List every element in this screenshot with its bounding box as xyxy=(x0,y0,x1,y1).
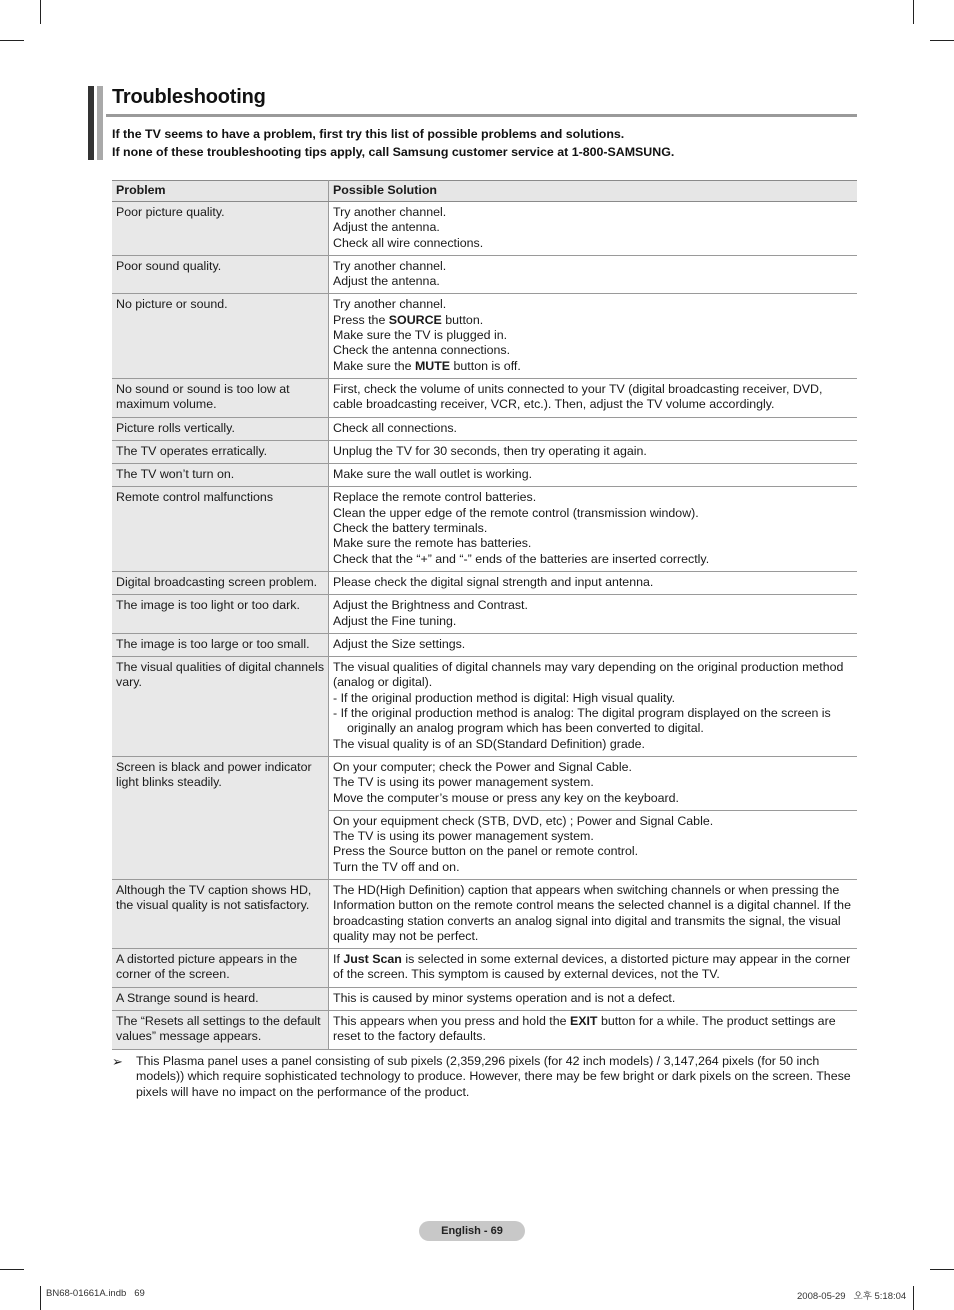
problem-cell: Picture rolls vertically. xyxy=(112,417,329,440)
solution-line: The visual qualities of digital channels may vary depending on the original production method (analog or digital). xyxy=(333,660,844,690)
table-row xyxy=(112,378,857,417)
header-solution: Possible Solution xyxy=(329,181,858,202)
solution-line: Adjust the antenna. xyxy=(333,220,440,235)
troubleshooting-table xyxy=(112,180,857,1050)
crop-mark xyxy=(930,1269,954,1270)
solution-line: First, check the volume of units connected to your TV (digital broadcasting receiver, DVD, cable broadcasting receiver, VCR, etc.). Then, adjust the TV volume accordingly. xyxy=(333,381,823,412)
solution-text: button for a while. The product settings are reset to the factory defaults. xyxy=(333,1014,836,1044)
solution-line: Make sure the wall outlet is working. xyxy=(333,467,533,482)
solution-line xyxy=(333,359,853,374)
solution-cell xyxy=(329,756,858,810)
solution-line xyxy=(333,1014,853,1045)
solution-line: Try another channel. xyxy=(333,297,447,312)
intro-line: If none of these troubleshooting tips apply, call Samsung customer service at 1-800-SAMSUNG. xyxy=(112,144,675,159)
problem-cell: The image is too large or too small. xyxy=(112,633,329,656)
solution-text: button is off. xyxy=(450,358,521,373)
button-name: Just Scan xyxy=(343,952,402,967)
solution-line: On your equipment check (STB, DVD, etc) ; Power and Signal Cable. xyxy=(333,813,714,828)
solution-cell xyxy=(329,464,858,487)
solution-line: Clean the upper edge of the remote control (transmission window). xyxy=(333,505,699,520)
crop-mark xyxy=(913,0,914,24)
solution-cell xyxy=(329,949,858,988)
problem-cell: A distorted picture appears in the corner of the screen. xyxy=(112,949,329,988)
crop-mark xyxy=(40,1286,41,1310)
problem-cell: The visual qualities of digital channels vary. xyxy=(112,657,329,757)
table-header-row xyxy=(112,181,857,202)
solution-cell xyxy=(329,417,858,440)
solution-line xyxy=(333,313,853,328)
arrow-right-icon: ➢ xyxy=(112,1054,123,1069)
note-text: This Plasma panel uses a panel consisting of sub pixels (2,359,296 pixels (for 42 inch models) / 3,147,264 pixels (for 50 inch models)) which require sophisticated technology to produce. However, there may be few bright or dark pixels on the screen. These pixels will have no impact on the performance of the product. xyxy=(136,1054,851,1099)
solution-cell xyxy=(329,571,858,594)
solution-line: Check the antenna connections. xyxy=(333,343,511,358)
table-row xyxy=(112,756,857,810)
crop-mark xyxy=(913,1286,914,1310)
solution-line: The TV is using its power management system. xyxy=(333,829,594,844)
button-name: SOURCE xyxy=(388,312,442,327)
solution-line: Check the battery terminals. xyxy=(333,521,488,536)
solution-cell xyxy=(329,378,858,417)
solution-cell xyxy=(329,879,858,948)
solution-cell xyxy=(329,595,858,634)
problem-cell: The TV operates erratically. xyxy=(112,440,329,463)
table-row xyxy=(112,202,857,256)
table-row xyxy=(112,987,857,1010)
solution-text: If xyxy=(333,952,344,967)
solution-cell xyxy=(329,487,858,571)
solution-line xyxy=(333,952,853,983)
title-block xyxy=(88,86,857,160)
table-row xyxy=(112,571,857,594)
intro-line: If the TV seems to have a problem, first try this list of possible problems and solutions. xyxy=(112,127,625,141)
table-row xyxy=(112,879,857,948)
table-row xyxy=(112,1011,857,1050)
solution-line: Replace the remote control batteries. xyxy=(333,490,537,505)
solution-cell xyxy=(329,255,858,294)
solution-text: is selected in some external devices, a distorted picture may appear in the corner of the screen. This symptom is caused by external devices, not the TV. xyxy=(333,952,851,982)
problem-cell: Poor sound quality. xyxy=(112,255,329,294)
table-row xyxy=(112,294,857,378)
solution-line: The TV is using its power management system. xyxy=(333,775,594,790)
solution-line: Adjust the Brightness and Contrast. xyxy=(333,598,528,613)
solution-cell xyxy=(329,294,858,378)
problem-cell: Remote control malfunctions xyxy=(112,487,329,571)
solution-cell xyxy=(329,987,858,1010)
table-row xyxy=(112,633,857,656)
solution-text: This appears when you press and hold the xyxy=(333,1014,570,1029)
solution-cell xyxy=(329,202,858,256)
table-row xyxy=(112,949,857,988)
file-slug: BN68-01661A.indb 69 xyxy=(46,1288,145,1299)
solution-bullet: - If the original production method is analog: The digital program displayed on the screen is originally an analog program which has been converted to digital. xyxy=(333,706,831,736)
table-row xyxy=(112,255,857,294)
solution-line: Adjust the Size settings. xyxy=(333,636,466,651)
button-name: MUTE xyxy=(414,358,451,373)
solution-bullet: - If the original production method is digital: High visual quality. xyxy=(333,690,676,705)
solution-line: Make sure the TV is plugged in. xyxy=(333,328,508,343)
page-title: Troubleshooting xyxy=(112,86,266,108)
intro-text xyxy=(112,126,674,161)
solution-line: The visual quality is of an SD(Standard Definition) grade. xyxy=(333,736,645,751)
problem-cell: Poor picture quality. xyxy=(112,202,329,256)
solution-line: Unplug the TV for 30 seconds, then try operating it again. xyxy=(333,443,647,458)
table-row xyxy=(112,464,857,487)
solution-text: Press the xyxy=(333,312,389,327)
title-rule xyxy=(106,114,857,117)
problem-cell: The “Resets all settings to the default values” message appears. xyxy=(112,1011,329,1050)
table-row xyxy=(112,487,857,571)
solution-line: Adjust the antenna. xyxy=(333,274,440,289)
problem-cell: The TV won’t turn on. xyxy=(112,464,329,487)
header-problem: Problem xyxy=(112,181,329,202)
page-number-badge: English - 69 xyxy=(419,1221,525,1241)
title-accent-bar xyxy=(97,86,103,160)
solution-line: Please check the digital signal strength and input antenna. xyxy=(333,574,654,589)
solution-line: Check all connections. xyxy=(333,420,457,435)
problem-cell: No picture or sound. xyxy=(112,294,329,378)
table-row xyxy=(112,595,857,634)
problem-cell: Although the TV caption shows HD, the visual quality is not satisfactory. xyxy=(112,879,329,948)
crop-mark xyxy=(0,1269,24,1270)
solution-line: Make sure the remote has batteries. xyxy=(333,536,532,551)
timestamp-slug: 2008-05-29 오후 5:18:04 xyxy=(797,1291,907,1302)
solution-line: The HD(High Definition) caption that appears when switching channels or when pressing the Information button on the remote control means the selected channel is a digital channel. If the broadcasting station converts an analog signal into digital and transmits the signal, the visual quality may not be perfect. xyxy=(333,882,851,943)
solution-line: Check all wire connections. xyxy=(333,235,484,250)
problem-cell: The image is too light or too dark. xyxy=(112,595,329,634)
note xyxy=(112,1054,857,1100)
solution-line: On your computer; check the Power and Signal Cable. xyxy=(333,759,632,774)
solution-line: This is caused by minor systems operation and is not a defect. xyxy=(333,990,676,1005)
solution-cell xyxy=(329,440,858,463)
button-name: EXIT xyxy=(569,1014,598,1029)
solution-line: Try another channel. xyxy=(333,205,447,219)
crop-mark xyxy=(930,40,954,41)
table-row xyxy=(112,417,857,440)
problem-cell: Digital broadcasting screen problem. xyxy=(112,571,329,594)
solution-line: Check that the “+” and “-” ends of the batteries are inserted correctly. xyxy=(333,551,710,566)
solution-cell xyxy=(329,1011,858,1050)
solution-cell xyxy=(329,810,858,879)
solution-line: Move the computer’s mouse or press any key on the keyboard. xyxy=(333,790,679,805)
solution-text: button. xyxy=(441,312,484,327)
solution-line: Adjust the Fine tuning. xyxy=(333,613,457,628)
solution-line: Press the Source button on the panel or remote control. xyxy=(333,844,639,859)
solution-cell xyxy=(329,633,858,656)
table-row xyxy=(112,440,857,463)
solution-line: Try another channel. xyxy=(333,258,447,273)
problem-cell: A Strange sound is heard. xyxy=(112,987,329,1010)
title-accent-bar xyxy=(88,86,94,160)
solution-cell xyxy=(329,657,858,757)
solution-text: Make sure the xyxy=(333,358,415,373)
crop-mark xyxy=(0,40,24,41)
problem-cell: Screen is black and power indicator light blinks steadily. xyxy=(112,756,329,879)
table-body xyxy=(112,202,857,1050)
table-row xyxy=(112,657,857,757)
crop-mark xyxy=(40,0,41,24)
problem-cell: No sound or sound is too low at maximum volume. xyxy=(112,378,329,417)
solution-line: Turn the TV off and on. xyxy=(333,859,460,874)
